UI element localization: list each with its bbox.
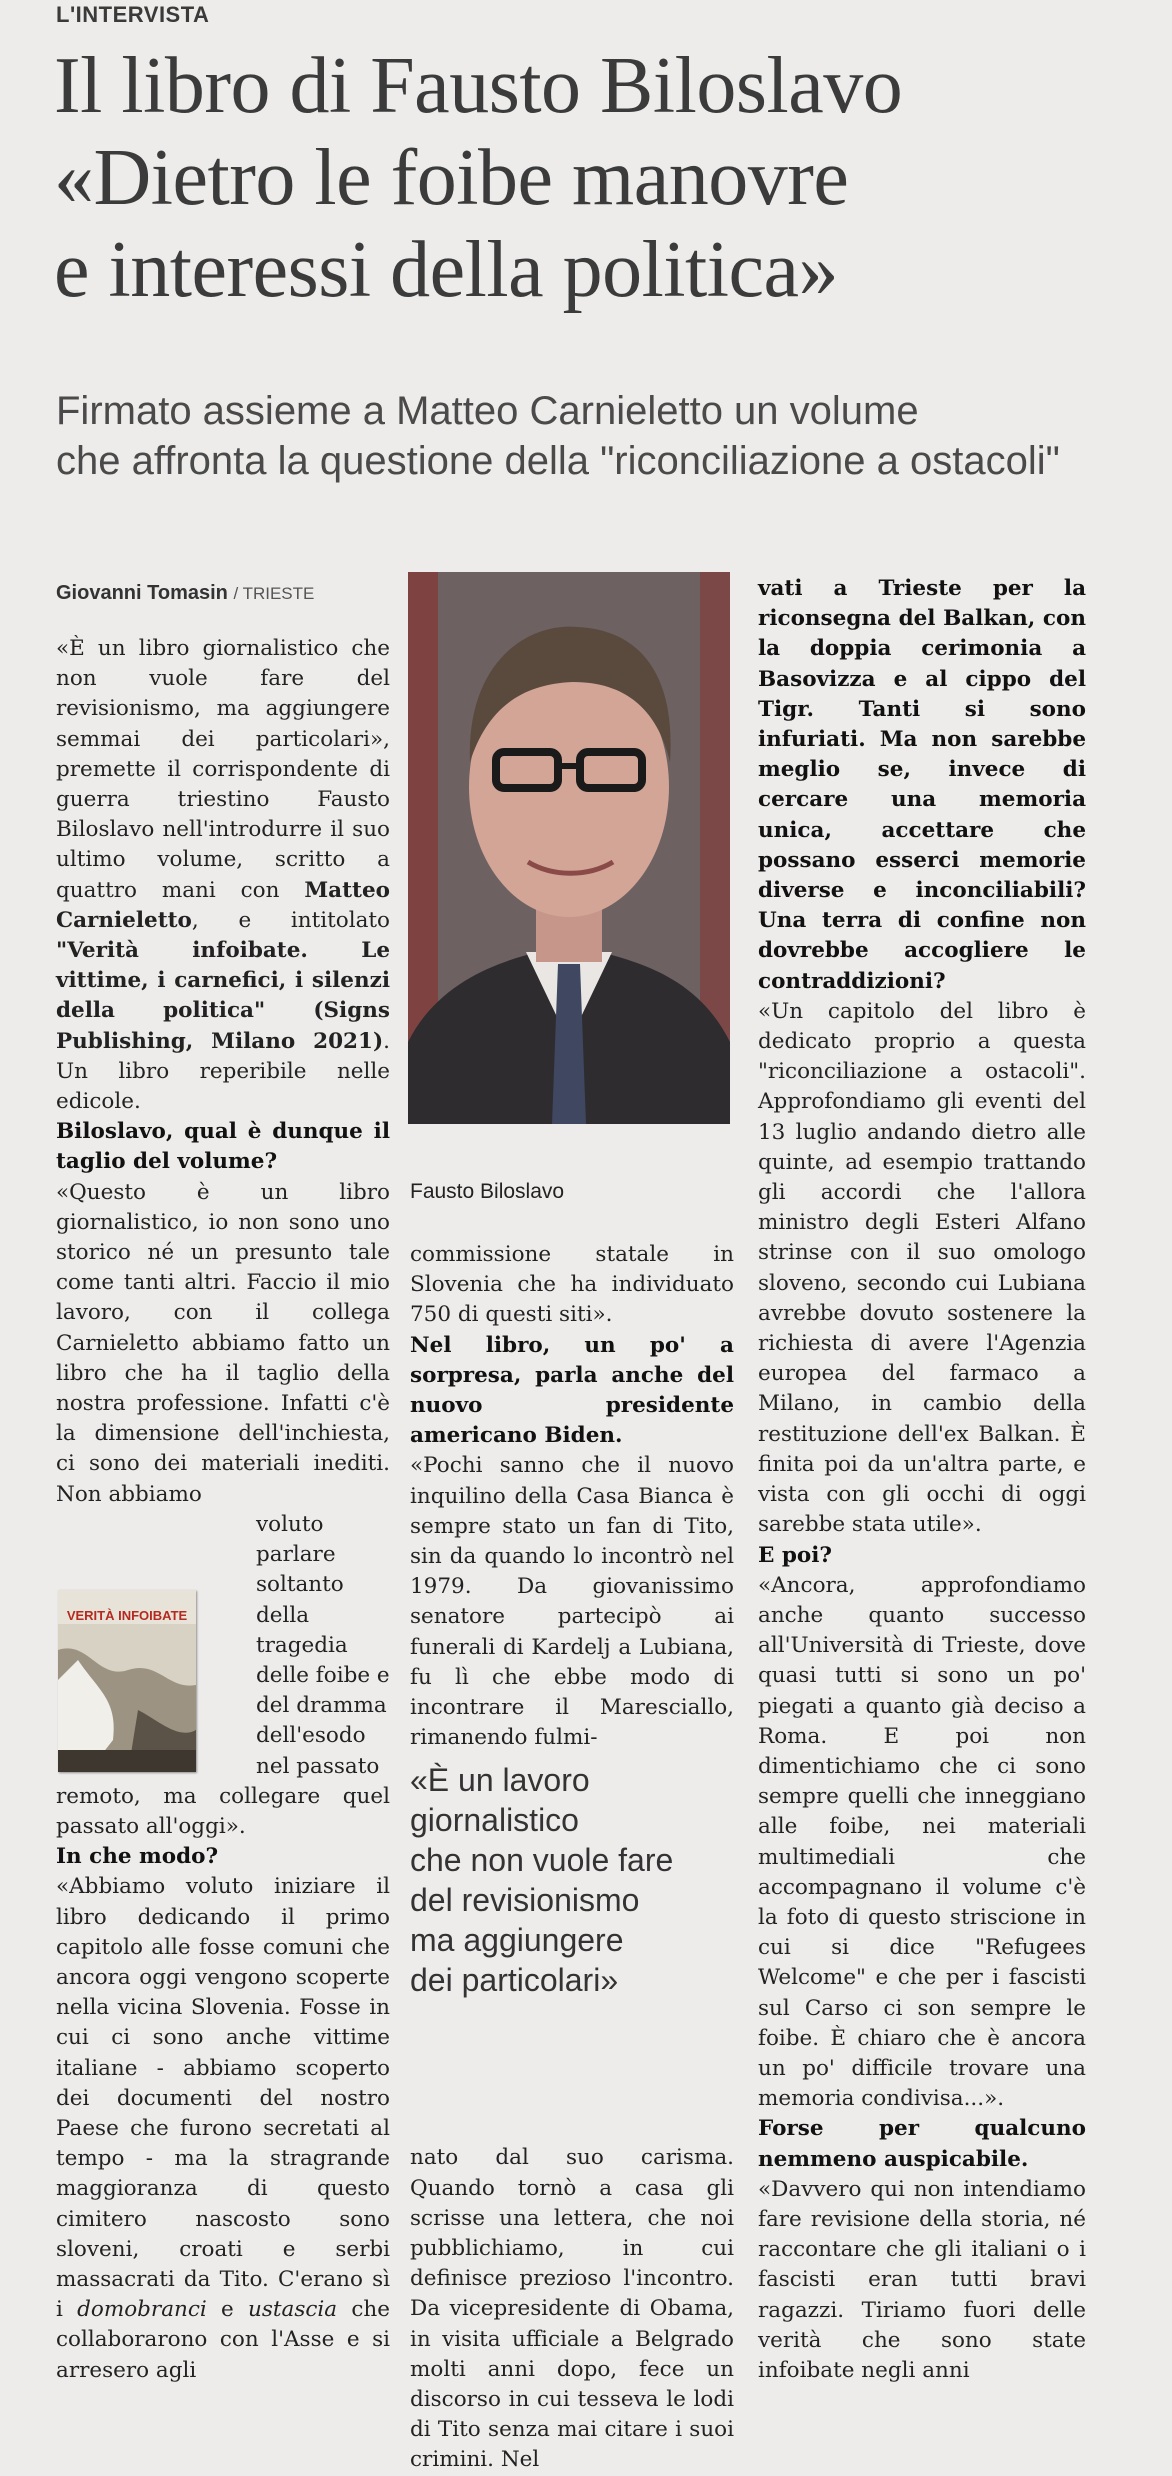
article-column-3 [758,574,1086,2383]
section-label: L'INTERVISTA [56,2,210,27]
byline [56,582,314,605]
interview-question: Nel libro, un po' a sorpresa, parla anche del nuovo presidente americano Biden. [410,1332,734,1449]
portrait-image [408,572,730,1124]
pull-quote-line: ma aggiungere [410,1922,624,1958]
pull-quote-line: del revisionismo [410,1882,640,1918]
paragraph: «Davvero qui non intendiamo fare revisione della storia, né raccontare che gli italiani o i fascisti eran tutti bravi ragazzi. Tiriamo fuori delle verità che sono state infoibate negli anni [758,2176,1086,2383]
pull-quote [410,1760,730,2000]
paragraph: «È un libro giornalistico che non vuole fare del revisionismo, ma aggiungere semmai dei particolari», premette il corrispondente di guerra triestino Fausto Biloslavo nell'introdurre il suo ultimo volume, scritto a quattro mani con Matteo Carnieletto, e intitolato "Verità infoibate. Le vittime, i carnefici, i silenzi della politica" (Signs Publishing, Milano 2021). Un libro reperibile nelle edicole. [56,636,390,1115]
paragraph: «Questo è un libro giornalistico, io non sono uno storico né un presunto tale come tanti altri. Faccio il mio lavoro, con il collega Carnieletto abbiamo fatto un libro che ha il taglio della nostra professione. Infatti c'è la dimensione dell'inchiesta, ci sono dei materiali inediti. Non abbiamo [56,1179,390,1507]
paragraph: nato dal suo carisma. Quando tornò a casa gli scrisse una lettera, che noi pubblichiamo, in cui definisce prezioso l'incontro. Da vicepresidente di Obama, in visita ufficiale a Belgrado molti anni dopo, fece un discorso in cui tesseva le lodi di Tito senza mai citare i suoi crimini. Nel [410,2145,734,2473]
paragraph: commissione statale in Slovenia che ha individuato 750 di questi siti». [410,1242,734,1328]
interview-question: E poi? [758,1542,833,1568]
article-column-1 [56,634,390,2383]
headline-line: «Dietro le foibe manovre [54,134,849,222]
portrait-photo [408,572,730,1124]
pull-quote-line: che non vuole fare [410,1842,674,1878]
paragraph: «Pochi sanno che il nuovo inquilino della Casa Bianca è sempre stato un fan di Tito, sin da quando lo incontrò nel 1979. Da giovanissimo senatore partecipò ai funerali di Kardelj a Lubiana, fu lì che ebbe modo di incontrare il Maresciallo, rimanendo fulmi- [410,1453,734,1751]
byline-place: / TRIESTE [233,584,315,603]
paragraph: «Abbiamo voluto iniziare il libro dedicando il primo capitolo alle fosse comuni che ancora oggi vengono scoperte nella vicina Slovenia. Fosse in cui ci sono anche vittime italiane - abbiamo scoperto dei documenti del nostro Paese che furono secretati al tempo - ma la stragrande maggioranza di questo cimitero nascosto sono sloveni, croati e serbi massacrati da Tito. C'erano sì i domobranci e ustascia che collaborarono con l'Asse e si arresero agli [56,1874,390,2383]
interview-question: In che modo? [56,1844,219,1870]
subtitle-line: che affronta la questione della "riconciliazione a ostacoli" [56,439,1060,483]
interview-question: Forse per qualcuno nemmeno auspicabile. [758,2116,1086,2172]
book-title: VERITÀ INFOIBATE [66,1608,188,1623]
interview-question: vati a Trieste per la riconsegna del Balkan, con la doppia cerimonia a Basovizza e al cippo del Tigr. Tanti si sono infuriati. Ma non sarebbe meglio se, invece di cercare una memoria unica, accettare che possano esserci memorie diverse e inconciliabili? Una terra di confine non dovrebbe accogliere le contraddizioni? [758,576,1086,994]
headline [54,40,1114,316]
byline-author: Giovanni Tomasin [56,582,228,604]
headline-line: e interessi della politica» [54,226,838,314]
pull-quote-line: «È un lavoro [410,1762,590,1798]
paragraph: remoto, ma collegare quel passato all'oggi». [56,1783,390,1839]
headline-line: Il libro di Fausto Biloslavo [54,42,903,130]
subtitle [56,386,1146,486]
book-cover-art [58,1590,196,1772]
photo-caption: Fausto Biloslavo [410,1180,565,1203]
paragraph: voluto parlare soltanto della tragedia delle foibe e del dramma dell'esodo nel passato [256,1511,390,1779]
paragraph: «Ancora, approfondiamo anche quanto successo all'Università di Trieste, dove quasi tutti si sono un po' piegati a quanto già deciso a Roma. E poi non dimentichiamo che ci sono sempre quelli che inneggiano alle foibe, nei materiali multimediali che accompagnano il volume c'è la foto di questo striscione in cui si dice "Refugees Welcome" e che per i fascisti sul Carso ci son sempre le foibe. È chiaro che è ancora un po' difficile trovare una memoria condivisa...». [758,1572,1086,2112]
paragraph: «Un capitolo del libro è dedicato proprio a questa "riconciliazione a ostacoli". Approfondiamo gli eventi del 13 luglio andando dietro alle quinte, ad esempio trattando gli accordi che l'allora ministro degli Esteri Alfano strinse con il suo omologo sloveno, secondo cui Lubiana avrebbe dovuto sostenere la richiesta di avere l'Agenzia europea del farmaco a Milano, in cambio della restituzione dell'ex Balkan. È finita poi da un'altra parte, e vista con gli occhi di oggi sarebbe stata utile». [758,998,1086,1538]
pull-quote-line: dei particolari» [410,1962,619,1998]
subtitle-line: Firmato assieme a Matteo Carnieletto un volume [56,389,919,433]
pull-quote-line: giornalistico [410,1802,579,1838]
interview-question: Biloslavo, qual è dunque il taglio del volume? [56,1119,390,1175]
book-cover-image [58,1590,196,1772]
